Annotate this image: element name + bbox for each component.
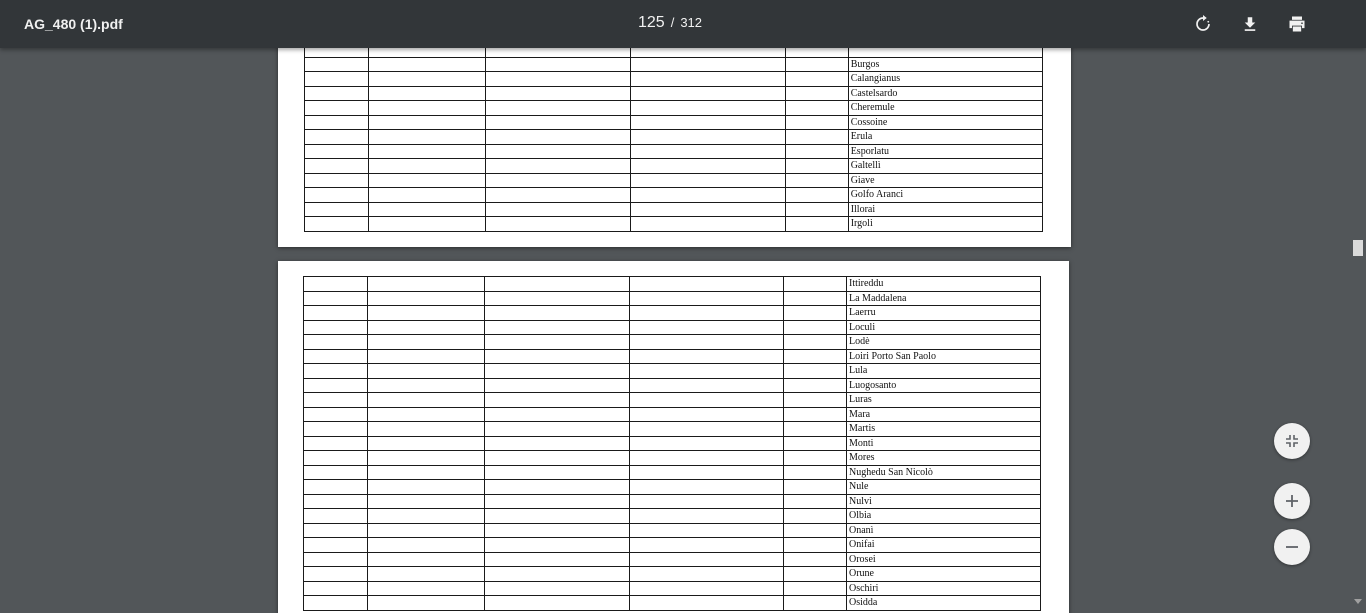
table-cell (485, 277, 630, 292)
table-cell (485, 509, 630, 524)
fit-page-icon (1285, 434, 1299, 448)
table-cell (486, 144, 631, 159)
municipality-name: Illorai (848, 202, 1042, 217)
table-cell (304, 306, 368, 321)
table-cell (368, 509, 485, 524)
table-cell (304, 480, 368, 495)
table-cell (304, 277, 368, 292)
table-cell (368, 596, 485, 611)
pdf-viewer[interactable] (0, 48, 1350, 613)
table-cell (304, 320, 368, 335)
municipality-name: Galtellì (848, 159, 1042, 174)
table-cell (368, 320, 485, 335)
table-cell (369, 188, 486, 203)
table-cell (630, 480, 784, 495)
table-cell (368, 465, 485, 480)
table-cell (785, 101, 848, 116)
municipality-name: Luogosanto (847, 378, 1041, 393)
table-row (304, 291, 1041, 306)
table-row (305, 144, 1043, 159)
table-cell (304, 465, 368, 480)
table-cell (485, 581, 630, 596)
table-cell (630, 596, 784, 611)
table-cell (304, 567, 368, 582)
table-cell (485, 306, 630, 321)
table-cell (368, 291, 485, 306)
table-cell (369, 57, 486, 72)
table-cell (369, 130, 486, 145)
table-cell (304, 291, 368, 306)
municipality-name: Nule (847, 480, 1041, 495)
table-cell (304, 349, 368, 364)
table-cell (305, 144, 369, 159)
table-cell (784, 320, 847, 335)
table-cell (630, 567, 784, 582)
table-row (304, 306, 1041, 321)
table-cell (784, 509, 847, 524)
table-cell (485, 393, 630, 408)
table-cell (631, 188, 785, 203)
table-cell (304, 552, 368, 567)
municipality-name: Lodè (847, 335, 1041, 350)
table-cell (631, 173, 785, 188)
print-button[interactable] (1283, 10, 1311, 38)
table-cell (630, 422, 784, 437)
table-cell (485, 523, 630, 538)
table-cell (630, 523, 784, 538)
table-cell (486, 202, 631, 217)
scroll-down-icon[interactable] (1354, 599, 1362, 604)
table-row (304, 378, 1041, 393)
table-cell (368, 523, 485, 538)
table-cell (848, 48, 1042, 57)
table-row (304, 567, 1041, 582)
table-row (304, 538, 1041, 553)
municipality-name: Cheremule (848, 101, 1042, 116)
table-cell (784, 364, 847, 379)
table-cell (784, 451, 847, 466)
table-cell (369, 173, 486, 188)
table-cell (631, 217, 785, 232)
table-cell (630, 349, 784, 364)
table-cell (630, 465, 784, 480)
table-cell (486, 101, 631, 116)
municipality-name: Lula (847, 364, 1041, 379)
table-cell (368, 335, 485, 350)
zoom-in-icon (1285, 494, 1299, 508)
table-cell (305, 188, 369, 203)
table-cell (784, 422, 847, 437)
table-cell (785, 217, 848, 232)
table-cell (485, 538, 630, 553)
table-row (304, 581, 1041, 596)
table-cell (369, 115, 486, 130)
download-icon (1241, 15, 1259, 33)
table-cell (785, 48, 848, 57)
table-cell (368, 451, 485, 466)
table-cell (784, 378, 847, 393)
table-cell (784, 494, 847, 509)
table-cell (631, 57, 785, 72)
table-cell (631, 86, 785, 101)
table-cell (631, 115, 785, 130)
download-button[interactable] (1236, 10, 1264, 38)
table-row (305, 159, 1043, 174)
scroll-thumb[interactable] (1353, 240, 1363, 256)
table-cell (368, 436, 485, 451)
table-cell (630, 538, 784, 553)
table-cell (304, 335, 368, 350)
municipality-name: Onanì (847, 523, 1041, 538)
table-cell (784, 349, 847, 364)
fit-page-button[interactable] (1274, 423, 1310, 459)
municipality-name: Luras (847, 393, 1041, 408)
table-cell (784, 465, 847, 480)
table-cell (369, 217, 486, 232)
table-cell (785, 159, 848, 174)
municipality-name: Nulvi (847, 494, 1041, 509)
table-cell (631, 48, 785, 57)
table-cell (368, 306, 485, 321)
table-cell (630, 291, 784, 306)
table-cell (368, 407, 485, 422)
table-cell (368, 494, 485, 509)
table-cell (305, 72, 369, 87)
table-cell (485, 552, 630, 567)
table-cell (630, 277, 784, 292)
table-cell (631, 144, 785, 159)
table-cell (304, 538, 368, 553)
table-cell (486, 86, 631, 101)
table-cell (486, 188, 631, 203)
table-row (304, 596, 1041, 611)
municipality-name: Golfo Aranci (848, 188, 1042, 203)
table-cell (304, 581, 368, 596)
pdf-page (278, 261, 1069, 613)
table-cell (784, 538, 847, 553)
table-cell (304, 364, 368, 379)
table-cell (784, 581, 847, 596)
municipality-name: Laerru (847, 306, 1041, 321)
table-row (305, 173, 1043, 188)
table-cell (486, 72, 631, 87)
table-cell (486, 115, 631, 130)
table-cell (631, 159, 785, 174)
table-cell (368, 567, 485, 582)
table-cell (630, 320, 784, 335)
table-cell (369, 101, 486, 116)
table-cell (630, 581, 784, 596)
zoom-out-icon (1285, 540, 1299, 554)
municipality-name: Cossoine (848, 115, 1042, 130)
table-cell (369, 202, 486, 217)
table-cell (630, 509, 784, 524)
table-cell (369, 159, 486, 174)
table-row (304, 320, 1041, 335)
table-cell (785, 115, 848, 130)
table-cell (305, 57, 369, 72)
table-cell (304, 422, 368, 437)
table-cell (486, 173, 631, 188)
table-cell (785, 144, 848, 159)
municipality-name: Calangianus (848, 72, 1042, 87)
table-row (304, 465, 1041, 480)
table-cell (304, 523, 368, 538)
table-cell (785, 72, 848, 87)
table-cell (485, 480, 630, 495)
table-cell (630, 335, 784, 350)
table-cell (631, 202, 785, 217)
table-cell (485, 567, 630, 582)
municipality-name: Olbia (847, 509, 1041, 524)
table-cell (368, 480, 485, 495)
table-cell (785, 173, 848, 188)
municipality-name: Oschiri (847, 581, 1041, 596)
municipality-name: Giave (848, 173, 1042, 188)
table-cell (305, 173, 369, 188)
table-cell (485, 291, 630, 306)
table-row (304, 422, 1041, 437)
current-page-number[interactable]: 125 (638, 14, 665, 31)
page-table (304, 48, 1043, 232)
table-row (305, 115, 1043, 130)
table-cell (784, 291, 847, 306)
table-cell (369, 144, 486, 159)
table-row (304, 552, 1041, 567)
municipality-name: Osidda (847, 596, 1041, 611)
table-cell (368, 349, 485, 364)
table-cell (485, 364, 630, 379)
page-table (303, 276, 1041, 611)
table-cell (304, 494, 368, 509)
table-cell (785, 86, 848, 101)
table-cell (485, 436, 630, 451)
table-row (304, 407, 1041, 422)
table-cell (784, 480, 847, 495)
municipality-name: Burgos (848, 57, 1042, 72)
table-cell (368, 393, 485, 408)
table-row (305, 202, 1043, 217)
table-cell (369, 86, 486, 101)
table-cell (784, 596, 847, 611)
table-row (304, 335, 1041, 350)
municipality-name: Monti (847, 436, 1041, 451)
table-cell (630, 393, 784, 408)
table-row (305, 86, 1043, 101)
table-cell (304, 393, 368, 408)
table-cell (485, 320, 630, 335)
table-row (305, 130, 1043, 145)
document-title: AG_480 (1).pdf (24, 16, 123, 32)
rotate-button[interactable] (1189, 10, 1217, 38)
table-cell (486, 48, 631, 57)
table-cell (368, 364, 485, 379)
table-cell (304, 407, 368, 422)
municipality-name: Loculi (847, 320, 1041, 335)
table-cell (305, 202, 369, 217)
table-cell (368, 552, 485, 567)
table-cell (368, 378, 485, 393)
municipality-name: Ittireddu (847, 277, 1041, 292)
table-cell (630, 436, 784, 451)
table-cell (486, 57, 631, 72)
zoom-out-button[interactable] (1274, 529, 1310, 565)
table-cell (631, 130, 785, 145)
table-row (305, 101, 1043, 116)
table-cell (485, 465, 630, 480)
table-cell (368, 277, 485, 292)
print-icon (1287, 14, 1307, 34)
total-pages: 312 (680, 15, 703, 30)
table-row (304, 364, 1041, 379)
table-cell (784, 306, 847, 321)
municipality-name: Castelsardo (848, 86, 1042, 101)
table-row (305, 72, 1043, 87)
pdf-toolbar (0, 0, 1366, 48)
pdf-page (278, 48, 1071, 247)
table-cell (368, 422, 485, 437)
table-cell (304, 596, 368, 611)
table-cell (305, 48, 369, 57)
table-cell (368, 538, 485, 553)
table-cell (485, 494, 630, 509)
municipality-name: Mores (847, 451, 1041, 466)
table-row (305, 217, 1043, 232)
table-row (304, 393, 1041, 408)
table-cell (785, 202, 848, 217)
municipality-name: Nughedu San Nicolò (847, 465, 1041, 480)
municipality-name: Mara (847, 407, 1041, 422)
municipality-name: Loiri Porto San Paolo (847, 349, 1041, 364)
table-cell (485, 596, 630, 611)
table-cell (630, 407, 784, 422)
municipality-name: Erula (848, 130, 1042, 145)
municipality-name: Esporlatu (848, 144, 1042, 159)
table-cell (486, 159, 631, 174)
table-cell (304, 436, 368, 451)
table-cell (305, 159, 369, 174)
table-cell (631, 72, 785, 87)
table-cell (304, 378, 368, 393)
table-cell (784, 436, 847, 451)
table-row (304, 277, 1041, 292)
table-cell (785, 130, 848, 145)
table-cell (485, 349, 630, 364)
table-row (305, 48, 1043, 57)
table-cell (305, 101, 369, 116)
table-cell (785, 57, 848, 72)
table-cell (305, 130, 369, 145)
table-cell (369, 48, 486, 57)
table-cell (784, 523, 847, 538)
table-cell (485, 422, 630, 437)
table-cell (784, 277, 847, 292)
table-cell (369, 72, 486, 87)
table-cell (485, 378, 630, 393)
table-cell (630, 494, 784, 509)
municipality-name: Martis (847, 422, 1041, 437)
zoom-in-button[interactable] (1274, 483, 1310, 519)
table-cell (486, 217, 631, 232)
page-separator: / (670, 15, 675, 30)
table-cell (784, 407, 847, 422)
table-row (304, 494, 1041, 509)
table-row (304, 523, 1041, 538)
table-cell (304, 509, 368, 524)
table-row (304, 349, 1041, 364)
table-cell (305, 115, 369, 130)
municipality-name: Orosei (847, 552, 1041, 567)
table-cell (630, 451, 784, 466)
table-cell (485, 407, 630, 422)
table-cell (785, 188, 848, 203)
municipality-name: La Maddalena (847, 291, 1041, 306)
table-cell (631, 101, 785, 116)
table-row (304, 509, 1041, 524)
table-cell (784, 335, 847, 350)
table-cell (784, 393, 847, 408)
table-cell (305, 86, 369, 101)
municipality-name: Onifai (847, 538, 1041, 553)
table-row (304, 451, 1041, 466)
table-cell (485, 451, 630, 466)
table-cell (304, 451, 368, 466)
table-row (304, 436, 1041, 451)
vertical-scrollbar[interactable] (1350, 48, 1366, 613)
table-cell (784, 552, 847, 567)
table-cell (485, 335, 630, 350)
table-cell (486, 130, 631, 145)
table-cell (630, 378, 784, 393)
table-row (305, 57, 1043, 72)
table-row (305, 188, 1043, 203)
table-cell (368, 581, 485, 596)
table-cell (630, 552, 784, 567)
table-row (304, 480, 1041, 495)
table-cell (630, 306, 784, 321)
page-indicator (638, 0, 702, 46)
table-cell (305, 217, 369, 232)
table-cell (630, 364, 784, 379)
rotate-icon (1194, 15, 1212, 33)
table-cell (784, 567, 847, 582)
municipality-name: Orune (847, 567, 1041, 582)
municipality-name: Irgoli (848, 217, 1042, 232)
